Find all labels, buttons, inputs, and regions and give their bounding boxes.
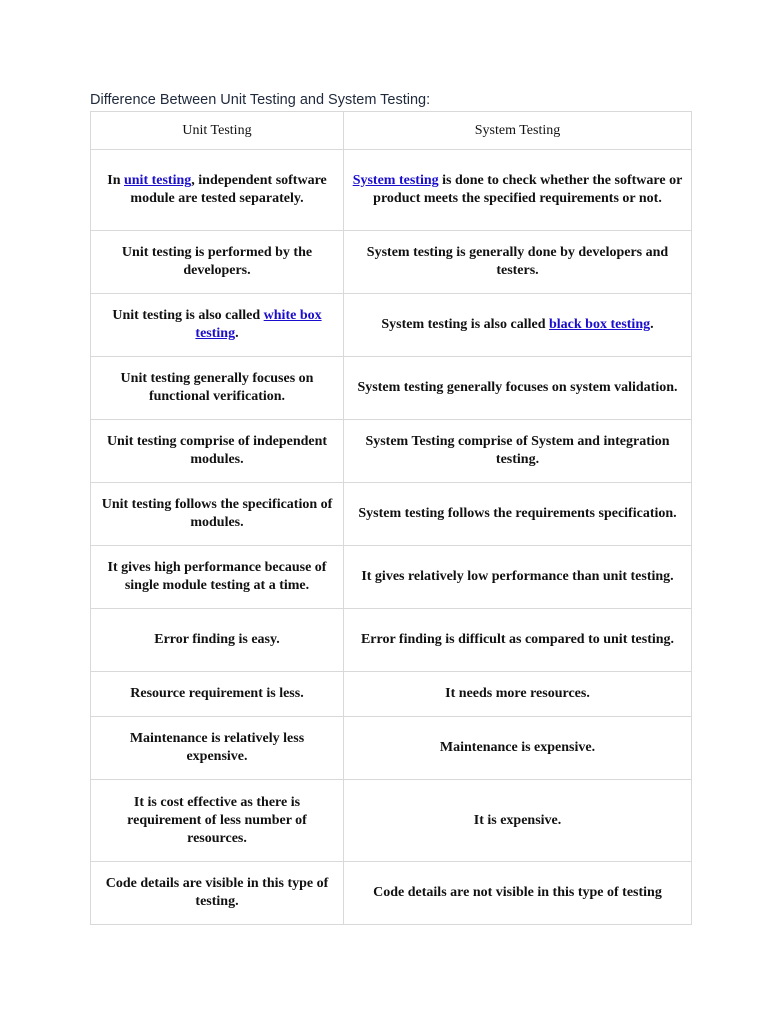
- system-testing-cell: [344, 420, 692, 483]
- cell-text: It is cost effective as there is requirement of less number of resources.: [127, 794, 307, 846]
- cell-text: System testing is also called: [381, 317, 549, 332]
- comparison-table: [90, 111, 692, 925]
- system-testing-cell: [344, 862, 692, 925]
- cell-text: Error finding is easy.: [154, 632, 280, 647]
- unit-testing-cell: [91, 483, 344, 546]
- cell-text: It needs more resources.: [445, 686, 590, 701]
- unit-testing-cell: [91, 780, 344, 862]
- cell-text: System testing generally focuses on system validation.: [357, 380, 678, 395]
- system-testing-cell: [344, 357, 692, 420]
- table-row: [91, 780, 692, 862]
- table-row: [91, 609, 692, 672]
- table-row: [91, 420, 692, 483]
- cell-text: Unit testing is performed by the developers.: [121, 245, 313, 278]
- cell-text: System Testing comprise of System and integration testing.: [365, 434, 670, 467]
- table-row: [91, 357, 692, 420]
- table-row: [91, 546, 692, 609]
- table-row: [91, 294, 692, 357]
- page-title: Difference Between Unit Testing and System Testing:: [90, 92, 431, 108]
- system-testing-cell: [344, 780, 692, 862]
- cell-text: , independent software module are tested separately.: [130, 173, 327, 206]
- cell-text: Maintenance is expensive.: [439, 740, 596, 755]
- table-row: [91, 231, 692, 294]
- cell-text: .: [650, 317, 654, 332]
- column-header-unit-testing: Unit Testing: [91, 112, 344, 150]
- system-testing-cell: [344, 609, 692, 672]
- table-row: [91, 717, 692, 780]
- cell-text: System testing follows the requirements specification.: [358, 506, 677, 521]
- table-row: [91, 150, 692, 231]
- system-testing-cell: [344, 717, 692, 780]
- cell-text: It is expensive.: [473, 812, 562, 828]
- cell-text: It gives high performance because of single module testing at a time.: [107, 560, 327, 593]
- cell-text: Code details are visible in this type of testing.: [105, 876, 329, 909]
- system-testing-cell: [344, 150, 692, 231]
- unit-testing-cell: [91, 546, 344, 609]
- unit-testing-cell: [91, 150, 344, 231]
- system-testing-cell: [344, 231, 692, 294]
- cell-text: Resource requirement is less.: [130, 686, 304, 701]
- cell-text: In: [107, 173, 124, 188]
- unit-testing-cell: [91, 357, 344, 420]
- system-testing-cell: [344, 294, 692, 357]
- cell-text: Unit testing generally focuses on functional verification.: [120, 371, 314, 404]
- column-header-system-testing: System Testing: [344, 112, 692, 150]
- unit-testing-cell: [91, 717, 344, 780]
- cell-text: is done to check whether the software or product meets the specified requirements or not.: [373, 173, 683, 206]
- cell-text: .: [235, 326, 239, 341]
- cell-text: Maintenance is relatively less expensive.: [129, 731, 305, 764]
- system-testing-cell: [344, 546, 692, 609]
- table-row: [91, 483, 692, 546]
- unit-testing-cell: [91, 231, 344, 294]
- cell-text: Unit testing is also called: [112, 308, 264, 323]
- cell-link[interactable]: black box testing: [548, 317, 651, 332]
- table-header-row: [91, 112, 692, 150]
- unit-testing-cell: [91, 420, 344, 483]
- cell-text: System testing is generally done by developers and testers.: [366, 245, 669, 278]
- unit-testing-cell: [91, 862, 344, 925]
- table-row: [91, 862, 692, 925]
- comparison-table-body: [91, 112, 692, 925]
- table-row: [91, 672, 692, 717]
- system-testing-cell: [344, 483, 692, 546]
- unit-testing-cell: [91, 672, 344, 717]
- cell-link[interactable]: System testing: [352, 173, 439, 188]
- cell-text: It gives relatively low performance than unit testing.: [361, 569, 674, 584]
- cell-text: Code details are not visible in this type of testing: [373, 885, 662, 900]
- unit-testing-cell: [91, 294, 344, 357]
- cell-text: Error finding is difficult as compared to unit testing.: [360, 632, 675, 647]
- cell-text: Unit testing comprise of independent modules.: [106, 434, 328, 467]
- unit-testing-cell: [91, 609, 344, 672]
- cell-link[interactable]: unit testing: [123, 173, 192, 188]
- cell-text: Unit testing follows the specification of modules.: [101, 497, 333, 530]
- cell-link[interactable]: white box testing: [195, 308, 322, 341]
- system-testing-cell: [344, 672, 692, 717]
